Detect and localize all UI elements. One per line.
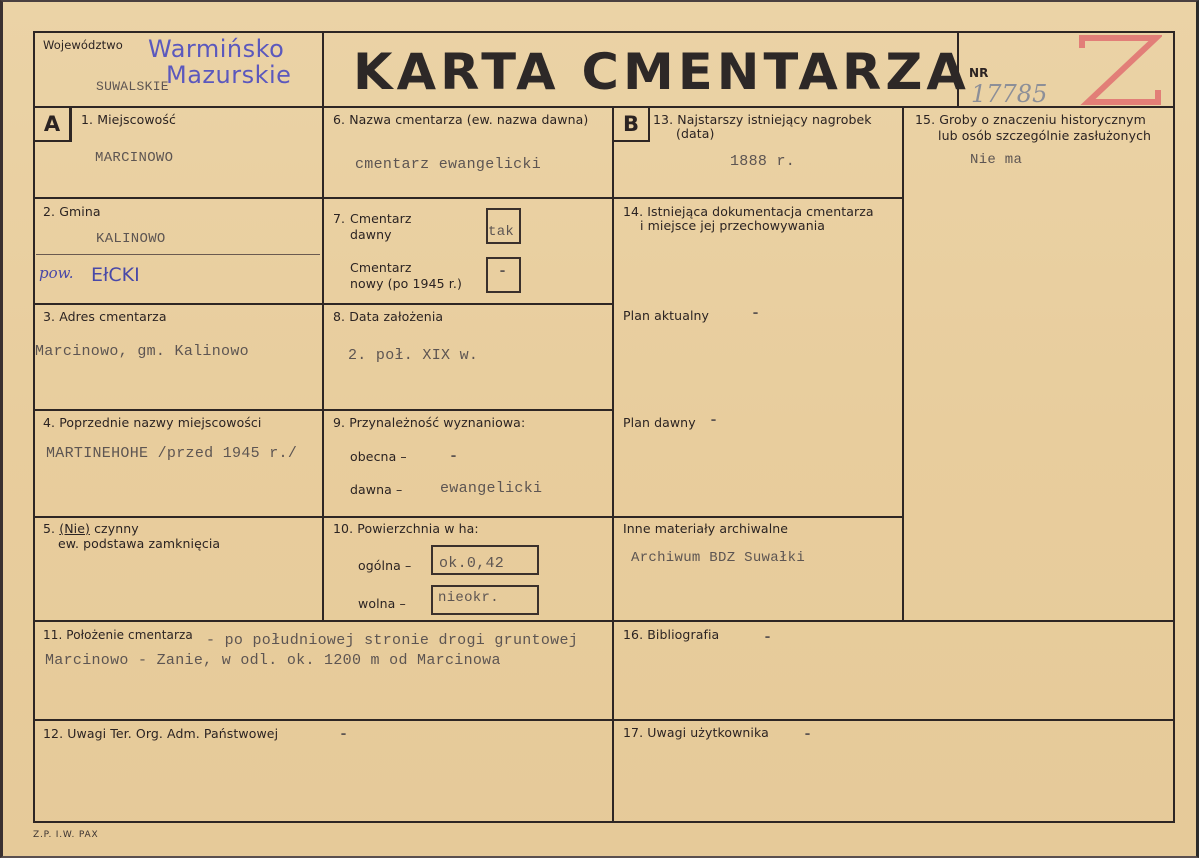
- najstarszy-nagrobek-label-1: 13. Najstarszy istniejący nagrobek: [653, 112, 872, 127]
- cmentarz-dawny-label-1: Cmentarz: [350, 211, 412, 226]
- powierzchnia-ogolna-value: ok.0,42: [439, 555, 505, 572]
- miejscowosc-value: MARCINOWO: [95, 150, 174, 166]
- adres-label: 3. Adres cmentarza: [43, 309, 167, 324]
- przynaleznosc-obecna-label: obecna –: [350, 449, 407, 464]
- polozenie-label: 11. Położenie cmentarza: [43, 628, 193, 642]
- uwagi-uzytkownika-label: 17. Uwagi użytkownika: [623, 725, 769, 740]
- row-line: [33, 516, 903, 518]
- powierzchnia-wolna-label: wolna –: [358, 596, 406, 611]
- dokumentacja-label-1: 14. Istniejąca dokumentacja cmentarza: [623, 204, 874, 219]
- col-divider-2: [612, 106, 614, 822]
- poprzednie-nazwy-label: 4. Poprzednie nazwy miejscowości: [43, 415, 262, 430]
- wojewodztwo-stamp-line2: Mazurskie: [166, 61, 292, 89]
- nr-label: NR: [969, 66, 989, 80]
- section-b-marker: B: [612, 106, 650, 142]
- nr-handwritten: 17785: [971, 80, 1048, 108]
- plan-dawny-label: Plan dawny: [623, 415, 696, 430]
- section-a-marker: A: [33, 106, 71, 142]
- groby-label-1: 15. Groby o znaczeniu historycznym: [915, 112, 1146, 127]
- cmentarz-dawny-value: tak: [488, 224, 515, 240]
- red-z-mark-icon: [1078, 34, 1162, 108]
- frame-top: [33, 31, 1175, 33]
- czynny-label-rest: czynny: [90, 521, 139, 536]
- powiat-handwritten-value: EłCKI: [91, 264, 140, 286]
- miejscowosc-label: 1. Miejscowość: [81, 112, 177, 127]
- poprzednie-nazwy-value: MARTINEHOHE /przed 1945 r./: [46, 445, 298, 462]
- przynaleznosc-dawna-value: ewangelicki: [440, 480, 543, 497]
- powierzchnia-wolna-value: nieokr.: [438, 590, 499, 606]
- nazwa-cmentarza-value: cmentarz ewangelicki: [355, 156, 542, 173]
- bibliografia-value: -: [763, 629, 773, 646]
- plan-dawny-value: -: [709, 412, 719, 429]
- cmentarz-nowy-value: -: [498, 263, 508, 280]
- row-line: [33, 620, 1175, 622]
- polozenie-value-line1: - po południowej stronie drogi gruntowej: [206, 632, 579, 649]
- inne-materialy-label: Inne materiały archiwalne: [623, 521, 789, 536]
- header-divider-1: [322, 31, 324, 621]
- wojewodztwo-label: Województwo: [43, 38, 123, 52]
- najstarszy-nagrobek-value: 1888 r.: [730, 153, 796, 170]
- data-zalozenia-value: 2. poł. XIX w.: [348, 347, 479, 364]
- section-a-box-right: [70, 106, 72, 142]
- cmentarz-dawny-label-2: dawny: [350, 227, 392, 242]
- najstarszy-nagrobek-label-2: (data): [676, 126, 715, 141]
- bibliografia-label: 16. Bibliografia: [623, 627, 720, 642]
- wojewodztwo-typed: SUWALSKIE: [96, 79, 169, 94]
- dokumentacja-label-2: i miejsce jej przechowywania: [640, 218, 826, 233]
- wojewodztwo-stamp-line1: Warmińsko: [148, 35, 285, 63]
- plan-aktualny-value: -: [751, 305, 761, 322]
- czynny-label-line2: ew. podstawa zamknięcia: [58, 536, 221, 551]
- polozenie-value-line2: Marcinowo - Zanie, w odl. ok. 1200 m od Marcinowa: [45, 652, 501, 669]
- groby-value: Nie ma: [970, 152, 1023, 168]
- gmina-underline: [36, 254, 320, 255]
- cmentarz-nowy-label-1: Cmentarz: [350, 260, 412, 275]
- plan-aktualny-label: Plan aktualny: [623, 308, 710, 323]
- data-zalozenia-label: 8. Data założenia: [333, 309, 444, 324]
- nazwa-cmentarza-label: 6. Nazwa cmentarza (ew. nazwa dawna): [333, 112, 589, 127]
- przynaleznosc-obecna-value: -: [449, 448, 459, 465]
- przynaleznosc-label: 9. Przynależność wyznaniowa:: [333, 415, 526, 430]
- gmina-value: KALINOWO: [96, 231, 166, 247]
- row-line: [33, 303, 613, 305]
- page-title: KARTA CMENTARZA: [353, 43, 970, 101]
- print-footer: Z.P. I.W. PAX: [33, 830, 99, 840]
- powierzchnia-label: 10. Powierzchnia w ha:: [333, 521, 479, 536]
- powierzchnia-ogolna-label: ogólna –: [358, 558, 412, 573]
- cmentarz-nowy-label-2: nowy (po 1945 r.): [350, 276, 462, 291]
- przynaleznosc-dawna-label: dawna –: [350, 482, 403, 497]
- row-line: [33, 409, 613, 411]
- gmina-label: 2. Gmina: [43, 204, 101, 219]
- uwagi-uzytkownika-value: -: [803, 726, 813, 743]
- inne-materialy-value: Archiwum BDZ Suwałki: [631, 550, 806, 566]
- frame-bottom: [33, 821, 1175, 823]
- uwagi-ter-label: 12. Uwagi Ter. Org. Adm. Państwowej: [43, 726, 279, 741]
- row-line: [33, 719, 1175, 721]
- czynny-label-number: 5.: [43, 521, 56, 536]
- powiat-handwritten-prefix: pow.: [39, 264, 74, 282]
- cmentarz-typ-number: 7.: [333, 211, 346, 226]
- frame-right: [1173, 31, 1175, 822]
- frame-left: [33, 31, 35, 822]
- adres-value: Marcinowo, gm. Kalinowo: [35, 343, 249, 360]
- czynny-label: [43, 521, 139, 536]
- czynny-label-nie: (Nie): [59, 521, 90, 536]
- row-line: [33, 197, 903, 199]
- groby-label-2: lub osób szczególnie zasłużonych: [938, 128, 1152, 143]
- col-divider-3: [902, 106, 904, 621]
- uwagi-ter-value: -: [339, 726, 349, 743]
